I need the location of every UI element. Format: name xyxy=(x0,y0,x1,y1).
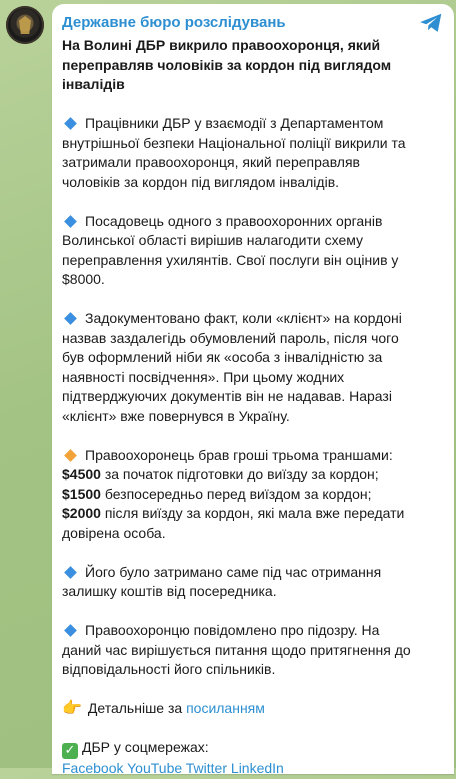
blue-diamond-icon xyxy=(64,117,77,130)
paragraph-5: Його було затримано саме під час отримання залишку коштів від посередника. xyxy=(62,563,382,599)
paragraph-3: Задокументовано факт, коли «клієнт» на кордоні назвав заздалегідь обумовлений пароль, після чого був оформлений ніби як «особа з інвалідністю за наявності посвідчення». При цьому жодних підтверджуючих документів він не надавав. Наразі «клієнт» вже повернувся в Україну. xyxy=(62,310,402,424)
details-link[interactable]: посиланням xyxy=(186,700,265,716)
check-mark-icon: ✓ xyxy=(62,743,78,759)
youtube-link[interactable]: YouTube xyxy=(127,760,183,776)
channel-avatar[interactable] xyxy=(6,6,44,44)
paragraph-4: Правоохоронець брав гроші трьома траншами: $4500 за початок підготовки до виїзду за кордон; $1500 безпосередньо перед виїздом за кордон; $2000 після виїзду за кордон, які мала вже передати довірена особа. xyxy=(62,446,405,541)
post-title: На Волині ДБР викрило правоохоронця, який переправляв чоловіків за кордон під виглядом інвалідів xyxy=(62,37,392,92)
tranche-amount: $1500 xyxy=(62,485,101,502)
paragraph-6: Правоохоронцю повідомлено про підозру. На даний час вирішується питання щодо притягнення до відповідальності його спільників. xyxy=(62,622,411,677)
blue-diamond-icon xyxy=(64,215,77,228)
facebook-link[interactable]: Facebook xyxy=(62,760,124,776)
paragraph-1: Працівники ДБР у взаємодії з Департаментом внутрішньої безпеки Національної поліції викрили та затримали правоохоронця, який переправляв чоловіків за кордон під виглядом інвалідів. xyxy=(62,115,406,190)
twitter-link[interactable]: Twitter xyxy=(185,760,228,776)
orange-diamond-icon xyxy=(64,449,77,462)
tranche-amount: $2000 xyxy=(62,505,101,521)
message-bubble xyxy=(52,4,454,774)
blue-diamond-icon xyxy=(64,312,77,325)
telegram-share-icon[interactable] xyxy=(418,10,444,36)
blue-diamond-icon xyxy=(64,624,77,637)
crest-icon xyxy=(19,16,31,34)
paragraph-2: Посадовець одного з правоохоронних органів Волинської області вирішив налагодити схему переправлення ухилянтів. Свої послуги він оцінив у $8000. xyxy=(62,212,399,287)
tranche-amount: $4500 xyxy=(62,466,101,482)
pointing-hand-icon: 👉 xyxy=(62,700,82,717)
linkedin-link[interactable]: LinkedIn xyxy=(230,760,284,776)
blue-diamond-icon xyxy=(64,566,77,579)
message-text xyxy=(62,36,418,779)
social-block xyxy=(62,738,418,779)
details-line: 👉 Детальніше за посиланням xyxy=(62,700,265,717)
social-label: ДБР у соцмережах: xyxy=(82,739,209,755)
channel-name[interactable]: Державне бюро розслідувань xyxy=(62,14,286,31)
